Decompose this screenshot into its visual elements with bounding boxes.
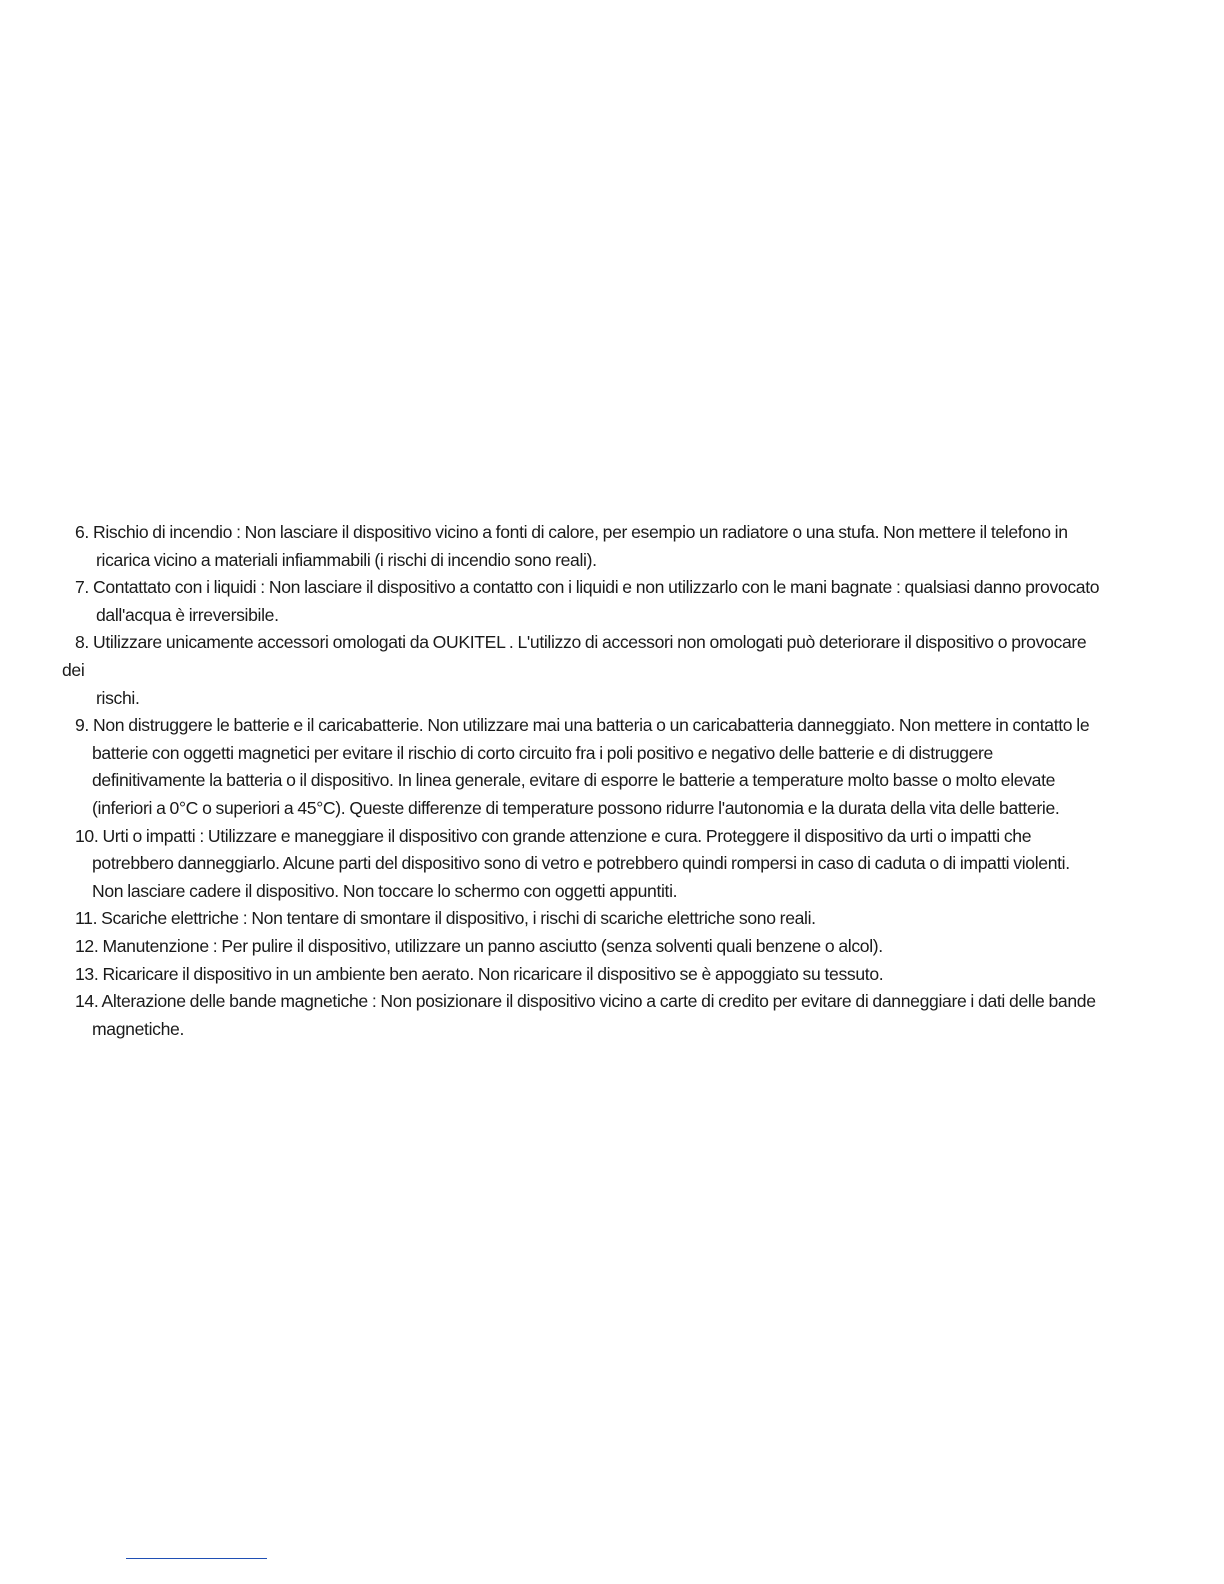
text-line: definitivamente la batteria o il dispositivo. In linea generale, evitare di esporre le batterie a temperature molto basse o molto elevate (92, 770, 1056, 791)
text-line: 10. Urti o impatti : Utilizzare e maneggiare il dispositivo con grande attenzione e cura. Proteggere il dispositivo da urti o impatti che (75, 825, 1032, 846)
text-line: (inferiori a 0°C o superiori a 45°C). Queste differenze di temperature possono ridurre l'autonomia e la durata della vita delle batterie. (92, 797, 1060, 818)
text-line: 14. Alterazione delle bande magnetiche : Non posizionare il dispositivo vicino a carte di credito per evitare di danneggiare i dati delle bande (75, 991, 1096, 1012)
text-line: potrebbero danneggiarlo. Alcune parti del dispositivo sono di vetro e potrebbero quindi rompersi in caso di caduta o di impatti violenti. (92, 853, 1070, 874)
text-line: 8. Utilizzare unicamente accessori omologati da OUKITEL . L'utilizzo di accessori non omologati può deteriorare il dispositivo o provocare (75, 632, 1087, 653)
text-line: 6. Rischio di incendio : Non lasciare il dispositivo vicino a fonti di calore, per esempio un radiatore o una stufa. Non mettere il telefono in (75, 522, 1068, 542)
text-line: 7. Contattato con i liquidi : Non lasciare il dispositivo a contatto con i liquidi e non utilizzarlo con le mani bagnate : qualsiasi danno provocato (75, 577, 1100, 598)
text-line: ricarica vicino a materiali infiammabili (i rischi di incendio sono reali). (96, 549, 597, 570)
safety-instructions-list (62, 519, 1162, 1043)
footnote-divider (126, 1558, 267, 1559)
text-line: magnetiche. (92, 1018, 184, 1039)
text-line: rischi. (96, 687, 140, 708)
text-line: batterie con oggetti magnetici per evitare il rischio di corto circuito fra i poli positivo e negativo delle batterie e di distruggere (92, 742, 993, 763)
text-line: dall'acqua è irreversibile. (96, 604, 279, 625)
text-line: 9. Non distruggere le batterie e il caricabatterie. Non utilizzare mai una batteria o un caricabatteria danneggiato. Non mettere in contatto le (75, 715, 1090, 736)
text-line: 12. Manutenzione : Per pulire il dispositivo, utilizzare un panno asciutto (senza solventi quali benzene o alcol). (75, 935, 883, 956)
text-line: dei (62, 659, 85, 680)
text-line: 13. Ricaricare il dispositivo in un ambiente ben aerato. Non ricaricare il dispositivo se è appoggiato su tessuto. (75, 963, 884, 984)
text-line: 11. Scariche elettriche : Non tentare di smontare il dispositivo, i rischi di scariche elettriche sono reali. (75, 908, 816, 929)
text-line: Non lasciare cadere il dispositivo. Non toccare lo schermo con oggetti appuntiti. (92, 880, 678, 901)
